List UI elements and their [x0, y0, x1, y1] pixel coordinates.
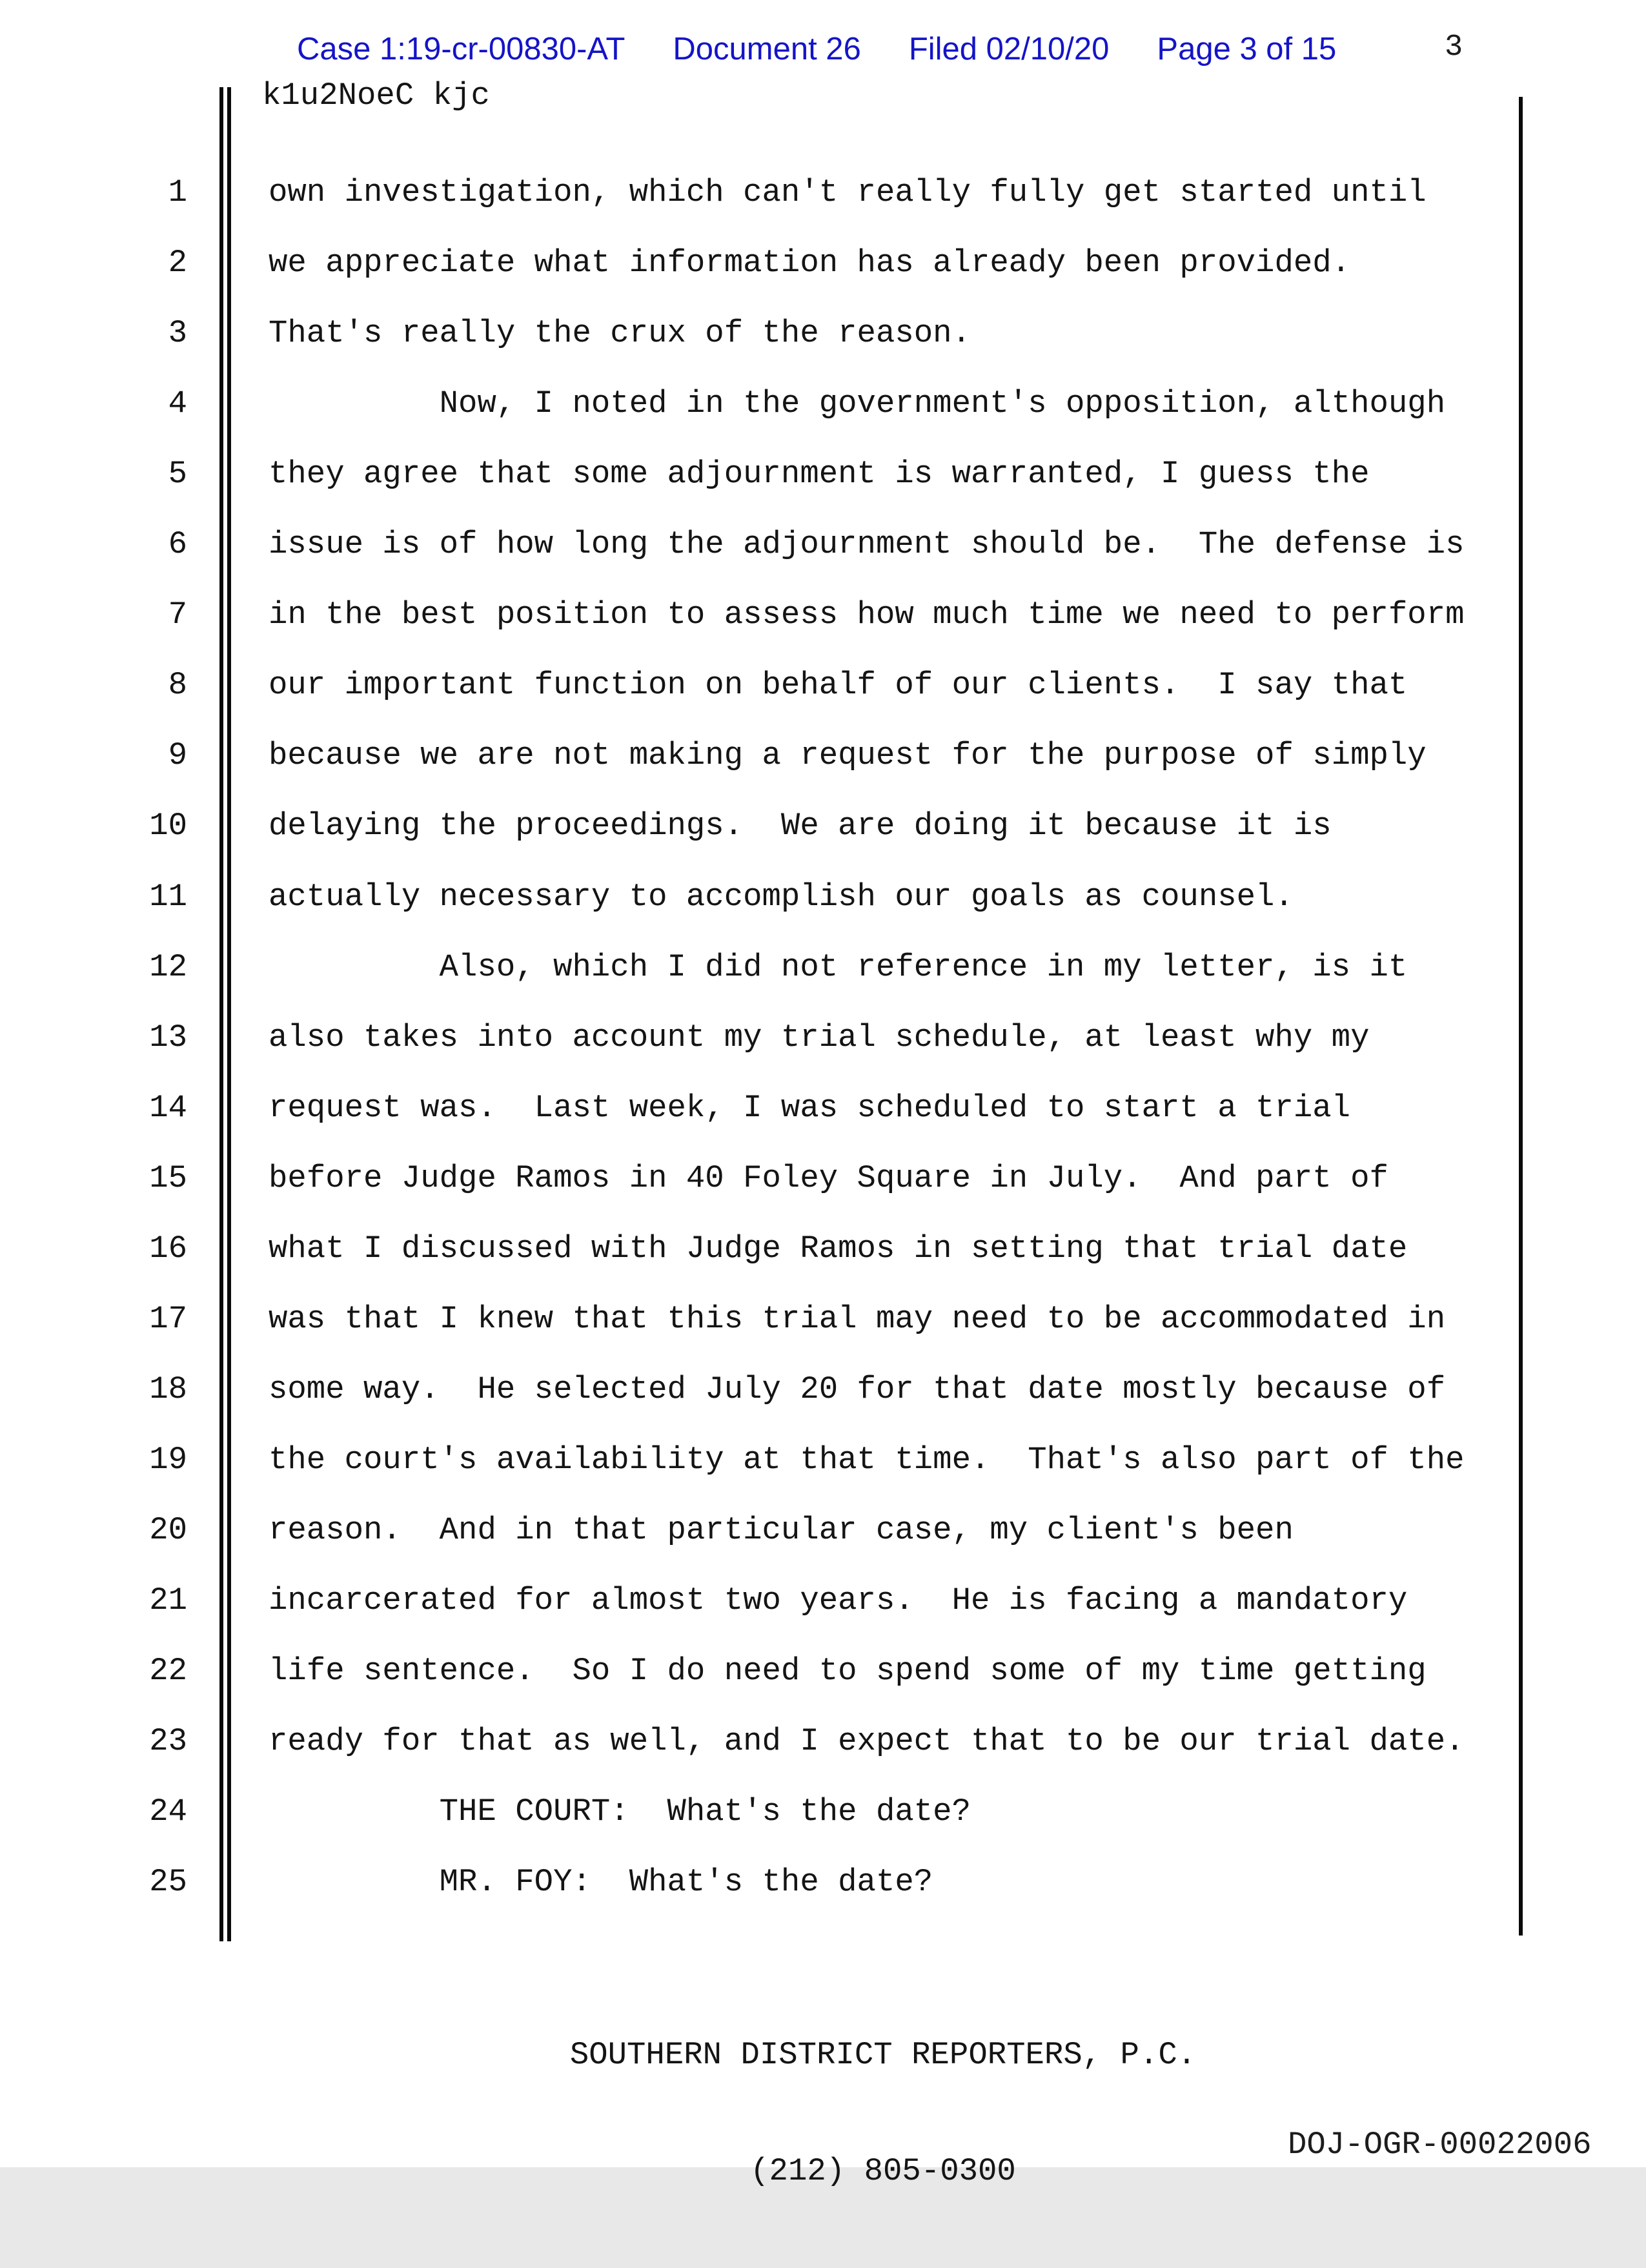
reporter-phone: (212) 805-0300 [750, 2153, 1016, 2189]
line-text: some way. He selected July 20 for that date mostly because of [269, 1371, 1446, 1407]
line-number: 11 [149, 879, 187, 915]
transcript-line [0, 1018, 1646, 1057]
line-text: also takes into account my trial schedule, at least why my [269, 1019, 1370, 1056]
transcript-line [0, 1159, 1646, 1198]
line-number: 14 [149, 1090, 187, 1126]
line-text: before Judge Ramos in 40 Foley Square in July. And part of [269, 1160, 1388, 1196]
line-text: the court's availability at that time. That's also part of the [269, 1442, 1465, 1478]
line-text: issue is of how long the adjournment should be. The defense is [269, 526, 1465, 562]
transcript-line [0, 1581, 1646, 1620]
line-number: 3 [168, 315, 187, 351]
reporter-name: SOUTHERN DISTRICT REPORTERS, P.C. [569, 2037, 1197, 2073]
line-number: 23 [149, 1723, 187, 1759]
line-number: 9 [168, 737, 187, 773]
transcript-line [0, 1300, 1646, 1338]
transcript-line [0, 666, 1646, 704]
stamp-document-number: Document 26 [673, 32, 861, 66]
stamp-case-number: Case 1:19-cr-00830-AT [297, 32, 625, 66]
case-stamp [297, 32, 1336, 66]
line-number: 25 [149, 1864, 187, 1900]
line-number: 21 [149, 1582, 187, 1619]
line-text: actually necessary to accomplish our goals as counsel. [269, 879, 1294, 915]
line-text: THE COURT: What's the date? [269, 1793, 971, 1830]
bates-number: DOJ-OGR-00022006 [1288, 2127, 1592, 2163]
reporter-footer [560, 1958, 1206, 2268]
line-number: 16 [149, 1231, 187, 1267]
transcript-line [0, 1370, 1646, 1409]
line-text: reason. And in that particular case, my client's been [269, 1512, 1294, 1548]
line-text: own investigation, which can't really fully get started until [269, 174, 1427, 210]
transcript-line [0, 1440, 1646, 1479]
line-text: Now, I noted in the government's opposition, although [269, 385, 1446, 422]
line-number: 17 [149, 1301, 187, 1337]
line-text: what I discussed with Judge Ramos in setting that trial date [269, 1231, 1408, 1267]
line-number: 5 [168, 456, 187, 492]
line-text: ready for that as well, and I expect that to be our trial date. [269, 1723, 1465, 1759]
transcript-line [0, 1651, 1646, 1690]
transcript-line [0, 1088, 1646, 1127]
transcript-line [0, 948, 1646, 986]
line-number: 13 [149, 1019, 187, 1056]
transcript-line [0, 1863, 1646, 1901]
line-number: 10 [149, 808, 187, 844]
line-number: 6 [168, 526, 187, 562]
line-text: was that I knew that this trial may need to be accommodated in [269, 1301, 1446, 1337]
line-number: 15 [149, 1160, 187, 1196]
line-text: we appreciate what information has already been provided. [269, 245, 1351, 281]
line-text: incarcerated for almost two years. He is facing a mandatory [269, 1582, 1408, 1619]
transcript-line [0, 173, 1646, 212]
stamp-filed-date: Filed 02/10/20 [908, 32, 1110, 66]
line-number: 18 [149, 1371, 187, 1407]
line-text: life sentence. So I do need to spend some of my time getting [269, 1653, 1427, 1689]
line-number: 4 [168, 385, 187, 422]
transcript-id: k1u2NoeC kjc [262, 77, 490, 114]
line-number: 19 [149, 1442, 187, 1478]
transcript-line [0, 595, 1646, 634]
page-number: 3 [1445, 30, 1463, 65]
line-text: That's really the crux of the reason. [269, 315, 971, 351]
transcript-line [0, 1792, 1646, 1831]
line-number: 8 [168, 667, 187, 703]
line-text: delaying the proceedings. We are doing it because it is [269, 808, 1332, 844]
line-text: MR. FOY: What's the date? [269, 1864, 933, 1900]
transcript-line [0, 806, 1646, 845]
line-text: in the best position to assess how much time we need to perform [269, 597, 1465, 633]
transcript-line [0, 877, 1646, 916]
line-number: 7 [168, 597, 187, 633]
line-text: request was. Last week, I was scheduled to start a trial [269, 1090, 1351, 1126]
transcript-line [0, 314, 1646, 352]
transcript-line [0, 384, 1646, 423]
line-number: 22 [149, 1653, 187, 1689]
transcript-line [0, 243, 1646, 282]
transcript-line [0, 736, 1646, 775]
line-number: 12 [149, 949, 187, 985]
line-text: they agree that some adjournment is warranted, I guess the [269, 456, 1370, 492]
line-number: 2 [168, 245, 187, 281]
line-number: 20 [149, 1512, 187, 1548]
transcript-line [0, 525, 1646, 564]
line-text: Also, which I did not reference in my letter, is it [269, 949, 1408, 985]
transcript-line [0, 1722, 1646, 1761]
transcript-line [0, 1229, 1646, 1268]
stamp-page-count: Page 3 of 15 [1157, 32, 1337, 66]
transcript-line [0, 455, 1646, 493]
line-text: our important function on behalf of our clients. I say that [269, 667, 1408, 703]
line-number: 24 [149, 1793, 187, 1830]
line-number: 1 [168, 174, 187, 210]
line-text: because we are not making a request for the purpose of simply [269, 737, 1427, 773]
transcript-line [0, 1511, 1646, 1549]
